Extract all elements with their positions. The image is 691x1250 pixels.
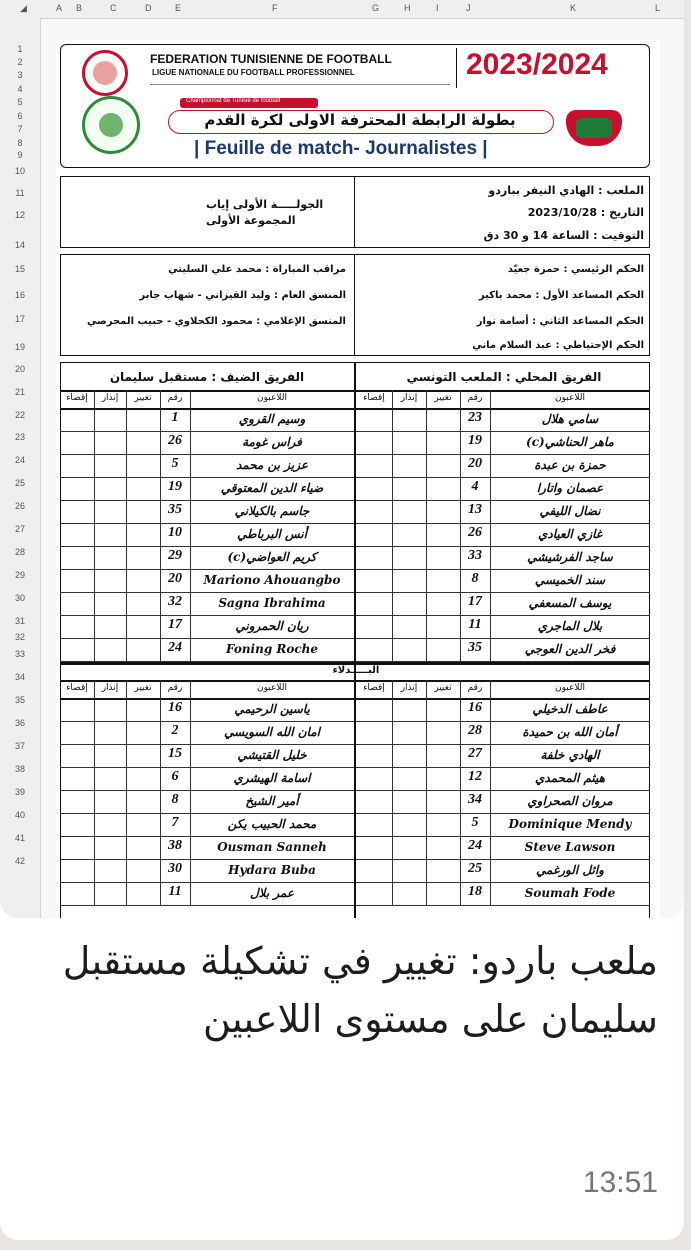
home-starters-player-number: 26 — [468, 525, 482, 540]
home-subs-player-number: 16 — [468, 700, 482, 715]
match-group: المجموعة الأولى — [206, 214, 296, 227]
home-subs-player-name: Dominique Mendy — [508, 817, 632, 831]
away-subs-player-number: 38 — [168, 838, 182, 853]
away-starters-header-top-rule — [60, 390, 354, 392]
away-team-label: الفريق الضيف : مستقبل سليمان — [109, 370, 305, 384]
home-subs-header-top-rule — [356, 680, 650, 682]
away-subs-header-warn: إنذار — [101, 683, 119, 693]
spreadsheet-column-header — [0, 0, 684, 19]
column-header-j[interactable]: J — [466, 3, 471, 13]
row-header-33[interactable]: 33 — [14, 649, 25, 659]
home-starters-player-number: 35 — [468, 640, 482, 655]
row-header-28[interactable]: 28 — [14, 547, 25, 557]
starters-end-rule — [60, 662, 650, 665]
column-header-l[interactable]: L — [655, 3, 661, 13]
row-header-39[interactable]: 39 — [14, 787, 25, 797]
column-header-a[interactable]: A — [56, 3, 63, 13]
row-header-42[interactable]: 42 — [14, 856, 25, 866]
home-starters-player-name: ساجد الفرشيشي — [527, 550, 613, 564]
title-french: | Feuille de match- Journalistes | — [194, 138, 488, 159]
home-starters-player-number: 11 — [468, 617, 482, 632]
home-subs-row-rule — [356, 813, 650, 814]
home-starters-header-warn: إنذار — [400, 393, 418, 403]
home-subs-header-num: رقم — [467, 683, 483, 693]
away-starters-player-number: 19 — [168, 479, 182, 494]
home-subs-col-rule-expel — [392, 680, 393, 905]
away-starters-player-number: 35 — [168, 502, 182, 517]
away-subs-player-name: امان الله السويسي — [224, 725, 320, 739]
home-starters-player-name: يوسف المسعفي — [528, 596, 612, 610]
home-team-label: الفريق المحلي : الملعب التونسي — [406, 370, 602, 384]
home-starters-player-number: 13 — [468, 502, 482, 517]
row-header-10[interactable]: 10 — [14, 166, 25, 176]
home-starters-header-num: رقم — [467, 393, 483, 403]
away-starters-header-num: رقم — [167, 393, 183, 403]
row-header-3[interactable]: 3 — [17, 70, 23, 80]
away-starters-header-bottom-rule — [60, 408, 354, 410]
away-starters-player-name: Mariono Ahouangbo — [203, 573, 341, 587]
media-coordinator: المنسق الإعلامي : محمود الكحلاوي - حبيب المحرصي — [86, 316, 346, 327]
row-header-41[interactable]: 41 — [14, 833, 25, 843]
home-subs-player-number: 25 — [468, 861, 482, 876]
home-starters-row-rule — [356, 615, 650, 616]
away-subs-player-name: اسامة الهيشري — [233, 771, 311, 785]
row-header-31[interactable]: 31 — [14, 616, 25, 626]
away-subs-row-rule — [60, 905, 354, 906]
home-starters-player-number: 17 — [468, 594, 482, 609]
row-header-16[interactable]: 16 — [14, 290, 25, 300]
match-info-divider — [354, 176, 355, 248]
column-header-h[interactable]: H — [404, 3, 411, 13]
away-starters-row-rule — [60, 431, 354, 432]
club-logo-right-icon — [556, 96, 634, 152]
row-header-35[interactable]: 35 — [14, 695, 25, 705]
row-header-12[interactable]: 12 — [14, 210, 25, 220]
match-round: الجولـــــة الأولى إياب — [206, 198, 324, 211]
home-starters-header-players: اللاعبون — [555, 393, 585, 403]
home-starters-player-number: 8 — [471, 571, 479, 586]
row-header-19[interactable]: 19 — [14, 342, 25, 352]
home-starters-player-number: 20 — [468, 456, 482, 471]
row-header-17[interactable]: 17 — [14, 314, 25, 324]
row-header-23[interactable]: 23 — [14, 432, 25, 442]
substitutes-label: البـــــدلاء — [332, 665, 380, 676]
home-subs-player-name: عاطف الدخيلي — [532, 702, 608, 716]
away-subs-player-name: ياسين الرحيمي — [234, 702, 310, 716]
message-caption: ملعب باردو: تغيير في تشكيلة مستقبل سليمان على مستوى اللاعبين — [62, 939, 658, 1041]
row-header-7[interactable]: 7 — [17, 124, 23, 134]
away-subs-player-name: خليل القتيشي — [237, 748, 307, 762]
home-subs-row-rule — [356, 836, 650, 837]
row-header-24[interactable]: 24 — [14, 455, 25, 465]
home-starters-header-top-rule — [356, 390, 650, 392]
row-header-11[interactable]: 11 — [15, 188, 25, 198]
row-header-38[interactable]: 38 — [14, 764, 25, 774]
league-name: LIGUE NATIONALE DU FOOTBALL PROFESSIONNEL — [152, 68, 355, 77]
away-subs-player-number: 11 — [168, 884, 182, 899]
lineups-divider — [354, 362, 356, 918]
away-subs-row-rule — [60, 836, 354, 837]
home-subs-player-number: 24 — [468, 838, 482, 853]
match-observer: مراقب المباراة : محمد علي السليتي — [168, 264, 346, 275]
row-header-14[interactable]: 14 — [14, 240, 25, 250]
away-starters-player-number: 26 — [168, 433, 182, 448]
match-time: التوقيت : الساعة 14 و 30 دق — [483, 229, 644, 242]
row-header-37[interactable]: 37 — [14, 741, 25, 751]
away-starters-row-rule — [60, 477, 354, 478]
club-logo-left-icon — [82, 96, 140, 154]
home-subs-player-number: 18 — [468, 884, 482, 899]
home-subs-player-number: 28 — [468, 723, 482, 738]
federation-name: FEDERATION TUNISIENNE DE FOOTBALL — [150, 52, 392, 66]
away-starters-row-rule — [60, 569, 354, 570]
away-subs-player-name: Ousman Sanneh — [217, 840, 327, 854]
home-starters-player-name: سند الخميسي — [534, 573, 606, 587]
column-header-c[interactable]: C — [110, 3, 117, 13]
home-starters-header-expel: إقصاء — [363, 393, 385, 403]
away-starters-player-name: ضياء الدين المعتوقي — [220, 481, 324, 495]
assistant-referee-1: الحكم المساعد الأول : محمد باكير — [478, 290, 644, 301]
away-starters-player-name: أنس البرباطي — [237, 527, 307, 541]
spreadsheet-row-header — [0, 18, 41, 918]
referee: الحكم الرئيسي : حمزة جعيّد — [507, 264, 644, 275]
away-subs-col-rule-expel — [94, 680, 95, 905]
home-subs-row-rule — [356, 721, 650, 722]
select-all-corner-icon: ◢ — [20, 3, 27, 13]
home-starters-player-name: غازي العيادي — [537, 527, 603, 541]
message-timestamp: 13:51 — [582, 1166, 658, 1199]
away-starters-row-rule — [60, 523, 354, 524]
away-starters-player-number: 32 — [168, 594, 182, 609]
row-header-26[interactable]: 26 — [14, 501, 25, 511]
away-subs-player-number: 30 — [168, 861, 182, 876]
row-header-32[interactable]: 32 — [14, 632, 25, 642]
away-subs-player-number: 7 — [171, 815, 179, 830]
away-starters-player-name: عزيز بن محمد — [236, 458, 308, 472]
away-starters-player-number: 1 — [171, 410, 179, 425]
home-starters-row-rule — [356, 500, 650, 501]
away-starters-player-number: 20 — [168, 571, 182, 586]
column-header-k[interactable]: K — [570, 3, 577, 13]
championship-badge — [180, 98, 318, 108]
home-starters-header-change: تغيير — [434, 393, 452, 403]
away-starters-header-players: اللاعبون — [257, 393, 287, 403]
home-subs-header-warn: إنذار — [400, 683, 418, 693]
row-header-29[interactable]: 29 — [14, 570, 25, 580]
away-starters-row-rule — [60, 454, 354, 455]
home-subs-player-name: وائل الورغمي — [536, 863, 604, 877]
home-subs-row-rule — [356, 767, 650, 768]
away-starters-header-expel: إقصاء — [66, 393, 88, 403]
home-starters-player-number: 19 — [468, 433, 482, 448]
home-subs-player-name: Soumah Fode — [524, 886, 616, 900]
away-starters-player-name: جاسم بالكيلاني — [234, 504, 310, 518]
title-arabic: بطولة الرابطة المحترفة الاولى لكرة القدم — [204, 111, 516, 129]
away-subs-row-rule — [60, 744, 354, 745]
away-subs-header-top-rule — [60, 680, 354, 682]
away-subs-header-change: تغيير — [134, 683, 152, 693]
away-starters-player-name: كريم العواضي(c) — [227, 550, 317, 564]
away-starters-player-number: 5 — [171, 456, 179, 471]
championship-badge-text: Championnat de Tunisie de football — [186, 98, 281, 104]
row-header-27[interactable]: 27 — [14, 524, 25, 534]
column-header-b[interactable]: B — [76, 3, 83, 13]
home-subs-header-expel: إقصاء — [363, 683, 385, 693]
home-subs-row-rule — [356, 744, 650, 745]
away-subs-player-number: 2 — [171, 723, 179, 738]
home-subs-player-name: Steve Lawson — [524, 840, 616, 854]
match-venue: الملعب : الهادي النيفر بباردو — [488, 184, 644, 197]
header-divider — [456, 48, 457, 88]
home-starters-row-rule — [356, 454, 650, 455]
home-starters-player-name: حمزة بن عبدة — [534, 458, 606, 472]
column-header-d[interactable]: D — [145, 3, 152, 13]
away-starters-player-number: 17 — [168, 617, 182, 632]
away-starters-player-number: 24 — [168, 640, 182, 655]
away-starters-row-rule — [60, 546, 354, 547]
header-rule — [150, 84, 450, 85]
home-subs-player-number: 5 — [471, 815, 479, 830]
home-starters-row-rule — [356, 431, 650, 432]
home-subs-row-rule — [356, 790, 650, 791]
row-header-9[interactable]: 9 — [17, 150, 23, 160]
away-subs-header-expel: إقصاء — [66, 683, 88, 693]
home-subs-header-bottom-rule — [356, 698, 650, 700]
away-subs-row-rule — [60, 813, 354, 814]
row-header-34[interactable]: 34 — [14, 672, 25, 682]
match-sheet-document — [56, 40, 660, 918]
home-starters-player-number: 33 — [468, 548, 482, 563]
home-subs-player-name: مروان الصحراوي — [527, 794, 613, 808]
away-subs-player-number: 8 — [171, 792, 179, 807]
away-starters-row-rule — [60, 500, 354, 501]
match-date: التاريخ : 2023/10/28 — [527, 206, 644, 219]
row-header-5[interactable]: 5 — [17, 97, 23, 107]
away-subs-header-bottom-rule — [60, 698, 354, 700]
row-header-4[interactable]: 4 — [17, 84, 23, 94]
home-subs-col-rule-warn — [426, 680, 427, 905]
row-header-15[interactable]: 15 — [14, 264, 25, 274]
home-starters-row-rule — [356, 546, 650, 547]
away-subs-row-rule — [60, 859, 354, 860]
home-subs-player-number: 12 — [468, 769, 482, 784]
home-subs-row-rule — [356, 859, 650, 860]
away-starters-player-number: 10 — [168, 525, 182, 540]
assistant-referee-2: الحكم المساعد الثاني : أسامة نوار — [476, 316, 644, 327]
row-header-40[interactable]: 40 — [14, 810, 25, 820]
away-starters-player-name: ريان الحمروني — [235, 619, 309, 633]
away-subs-player-number: 6 — [171, 769, 179, 784]
home-starters-player-name: نضال الليفي — [539, 504, 601, 518]
away-subs-row-rule — [60, 767, 354, 768]
row-header-30[interactable]: 30 — [14, 593, 25, 603]
away-subs-player-number: 15 — [168, 746, 182, 761]
row-header-6[interactable]: 6 — [17, 111, 23, 121]
away-subs-header-num: رقم — [167, 683, 183, 693]
home-starters-player-name: ماهر الحناشي(c) — [526, 435, 614, 449]
away-subs-col-rule-warn — [126, 680, 127, 905]
federation-logo-icon — [82, 50, 128, 96]
home-starters-player-name: بلال الماجري — [537, 619, 603, 633]
reserve-referee: الحكم الإحتياطي : عبد السلام ماني — [472, 340, 644, 351]
column-header-i[interactable]: I — [436, 3, 439, 13]
row-header-36[interactable]: 36 — [14, 718, 25, 728]
home-subs-header-change: تغيير — [434, 683, 452, 693]
away-starters-header-change: تغيير — [134, 393, 152, 403]
home-starters-row-rule — [356, 569, 650, 570]
away-starters-player-name: فراس غومة — [242, 435, 302, 449]
home-subs-player-name: الهادي خلفة — [540, 748, 600, 762]
away-subs-player-name: أمير الشيخ — [245, 794, 299, 808]
general-coordinator: المنسق العام : وليد القيزاني - شهاب جابر — [139, 290, 346, 301]
row-header-2[interactable]: 2 — [17, 57, 23, 67]
row-header-22[interactable]: 22 — [14, 410, 25, 420]
away-starters-player-name: Foning Roche — [225, 642, 319, 656]
away-subs-header-players: اللاعبون — [257, 683, 287, 693]
home-subs-row-rule — [356, 905, 650, 906]
row-header-25[interactable]: 25 — [14, 478, 25, 488]
home-subs-player-number: 34 — [468, 792, 482, 807]
away-subs-player-name: محمد الحبيب يكن — [227, 817, 317, 831]
home-subs-player-name: أمان الله بن حميدة — [522, 725, 618, 739]
home-starters-row-rule — [356, 477, 650, 478]
home-starters-row-rule — [356, 638, 650, 639]
away-subs-row-rule — [60, 721, 354, 722]
officials-divider — [354, 254, 355, 356]
home-starters-player-name: سامي هلال — [541, 412, 599, 426]
away-starters-row-rule — [60, 615, 354, 616]
away-starters-player-number: 29 — [168, 548, 182, 563]
home-starters-row-rule — [356, 592, 650, 593]
away-subs-player-name: Hydara Buba — [228, 863, 316, 877]
home-starters-row-rule — [356, 523, 650, 524]
away-starters-header-warn: إنذار — [101, 393, 119, 403]
away-starters-row-rule — [60, 592, 354, 593]
home-starters-player-name: فخر الدين العوجي — [524, 642, 616, 656]
season-label: 2023/2024 — [466, 48, 608, 81]
row-header-21[interactable]: 21 — [14, 387, 25, 397]
away-subs-player-number: 16 — [168, 700, 182, 715]
away-starters-player-name: Sagna Ibrahima — [218, 596, 326, 610]
row-header-1[interactable]: 1 — [17, 44, 23, 54]
column-header-e[interactable]: E — [175, 3, 182, 13]
home-starters-player-number: 4 — [471, 479, 479, 494]
row-header-20[interactable]: 20 — [14, 364, 25, 374]
row-header-8[interactable]: 8 — [17, 138, 23, 148]
home-starters-player-number: 23 — [468, 410, 482, 425]
home-starters-header-bottom-rule — [356, 408, 650, 410]
column-header-f[interactable]: F — [272, 3, 278, 13]
away-subs-player-name: عمر بلال — [249, 886, 295, 900]
away-subs-row-rule — [60, 882, 354, 883]
home-starters-player-name: عصمان واتارا — [536, 481, 604, 495]
away-starters-row-rule — [60, 638, 354, 639]
away-starters-player-name: وسيم القروي — [238, 412, 306, 426]
away-subs-row-rule — [60, 790, 354, 791]
home-subs-player-number: 27 — [468, 746, 482, 761]
home-subs-row-rule — [356, 882, 650, 883]
column-header-g[interactable]: G — [372, 3, 380, 13]
home-subs-player-name: هيثم المحمدي — [534, 771, 606, 785]
home-subs-header-players: اللاعبون — [555, 683, 585, 693]
